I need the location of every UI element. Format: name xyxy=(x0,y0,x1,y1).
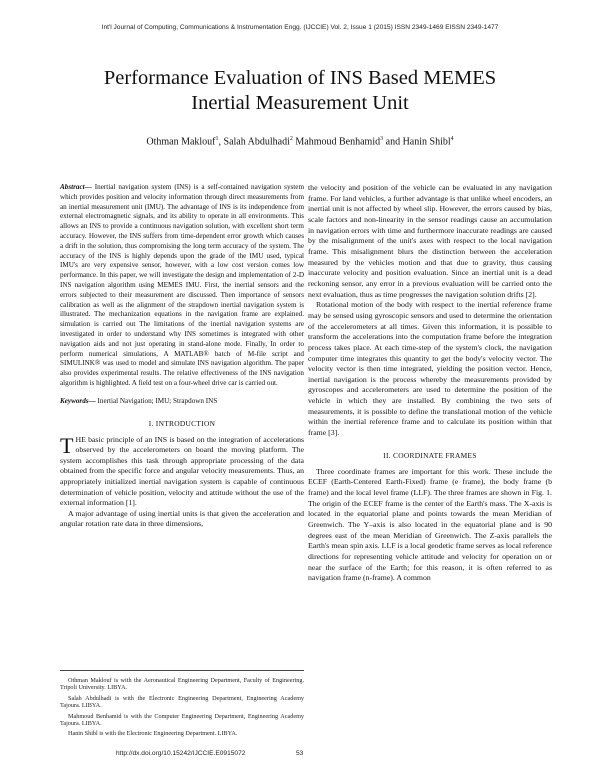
abstract-label: Abstract— xyxy=(60,183,92,191)
body-paragraph: Three coordinate frames are important for this work. These include the ECEF (Earth-Centered Earth-Fixed) frame (e frame), the body frame (b frame) and the local level frame (LLF). The three frames are shown in Fig. 1. The origin of the ECEF frame is the center of the Earth's mass. The X-axis is located in the equatorial plane and points towards the mean Meridian of Greenwich. The Y–axis is also located in the equatorial plane and is 90 degrees east of the mean Meridian of Greenwich. The Z-axis parallels the Earth's mean spin axis. LLF is a local geodetic frame serves as local reference directions for representing vehicle attitude and velocity for operation on or near the surface of the Earth; for this reason, it is often referred to as navigation frame (n-frame). A common xyxy=(308,466,552,583)
section-heading-coordinate-frames: II. COORDINATE FRAMES xyxy=(383,450,477,460)
footnote: Othman Maklouf is with the Aeronautical Engineering Department, Faculty of Engineering. Tripoli University. LIBYA. xyxy=(60,677,304,692)
keywords-text: Inertial Navigation; IMU; Strapdown INS xyxy=(95,396,218,405)
body-paragraph: the velocity and position of the vehicle can be evaluated in any navigation frame. For land vehicles, a further advantage is that unlike wheel encoders, an inertial unit is not affected by wheel slip. However, the errors caused by bias, scale factors and non-linearity in the sensor readings cause an accumulation in navigation errors with time and furthermore inaccurate readings are caused by the misalignment of the unit's axes with respect to the local navigation frame. This misalignment blurs the distinction between the acceleration measured by the vehicles motion and that due to gravity, thus causing inaccurate velocity and position evaluation. Since an inertial unit is a dead reckoning sensor, any error in a previous evaluation will be carried onto the next evaluation, thus as time progresses the navigation solution drifts [2]. xyxy=(308,183,552,299)
journal-header-text: Int'l Journal of Computing, Communications & Instrumentation Engg. (IJCCIE) Vol. 2, Issue 1 (2015) ISSN 2349-1469 EISSN 2349-1477 xyxy=(101,24,499,31)
author-name: Othman Maklouf xyxy=(146,136,216,148)
author-affiliation-mark: 3 xyxy=(380,136,384,142)
paper-title xyxy=(40,66,560,116)
right-column xyxy=(308,183,552,584)
author-affiliation-mark: 2 xyxy=(289,136,293,142)
section-heading-introduction: I. INTRODUCTION xyxy=(148,418,216,428)
author-footnotes xyxy=(60,670,304,741)
footnote: Salah Abdulhadi is with the Electronic Engineering Department, Engineering Academy Tajoura. LIBYA. xyxy=(60,694,304,710)
abstract xyxy=(60,183,304,389)
author-separator: , xyxy=(218,136,224,148)
title-line-2: Inertial Measurement Unit xyxy=(191,92,409,114)
footnote: Mahmoud Benhamid is with the Computer Engineering Department, Engineering Academy Tajoura. LIBYA. xyxy=(60,712,304,728)
author-affiliation-mark: 4 xyxy=(450,136,454,142)
doi-link[interactable]: http://dx.doi.org/10.15242/IJCCIE.E0915072 xyxy=(116,750,246,757)
author-affiliation-mark: 1 xyxy=(215,136,219,142)
intro-paragraph-1 xyxy=(60,432,304,509)
page-number: 53 xyxy=(296,750,304,757)
footnote: Hanin Shibl is with the Electronic Engineering Department. LIBYA. xyxy=(68,730,238,738)
author-name: Mahmoud Benhamid xyxy=(295,136,381,148)
abstract-text: Inertial navigation system (INS) is a self-contained navigation system which provides position and velocity information through direct measurements from an inertial measurement unit (IMU). The advantage of INS is its independence from external electromagnetic signals, and its ability to operate in all environments. This allows an INS to provide a continuous navigation solution, with excellent short term accuracy. However, the INS suffers from time-dependent error growth which causes a drift in the solution, thus compromising the long term accuracy of the system. The accuracy of the INS is highly depends upon the grade of the IMU used, typical IMU's are very expensive sensor, however, with a low cost version comes low performance. In this paper, we will investigate the design and implementation of 2-D INS navigation algorithm using MEMES IMU. First, the inertial sensors and the errors subjected to their measurement are discussed. Then importance of sensors calibration as well as the alignment of the strapdown inertial navigation system is illustrated. The mechanization equations in the navigation frame are explained. simulation is carried out The limitations of the inertial navigation systems are investigated in order to understand why INS sometimes is integrated with other navigation aids and not just operating in stand-alone mode. Finally, In order to perform numerical simulations, A MATLAB® batch of M-file script and SIMULINK® was used to model and simulate INS navigation algorithm. The paper also provides experimental results. The relative effectiveness of the INS navigation algorithm is highlighted. A field test on a four-wheel drive car is carried out. xyxy=(60,183,304,387)
author-name: Salah Abdulhadi xyxy=(223,136,290,148)
drop-cap: T xyxy=(60,432,74,458)
author-list xyxy=(40,136,560,147)
journal-header xyxy=(60,24,540,31)
author-name: Hanin Shibl xyxy=(402,136,451,148)
title-line-1: Performance Evaluation of INS Based MEMES xyxy=(103,67,497,89)
body-paragraph: Rotational motion of the body with respect to the inertial reference frame may be sensed using gyroscopic sensors and used to determine the orientation of the accelerometers at all times. Given this information, it is possible to transform the accelerations into the computation frame before the integration process takes place. At each time-step of the system's clock, the navigation computer time integrates this quantity to get the body's velocity vector. The velocity vector is then time integrated, yielding the position vector. Hence, inertial navigation is the process whereby the measurements provided by gyroscopes and accelerometers are used to determine the position of the vehicle in which they are installed. By combining the two sets of measurements, it is possible to define the translational motion of the vehicle within the inertial reference frame and to calculate its position within that frame [3]. xyxy=(308,300,552,438)
left-column xyxy=(60,183,304,530)
intro-paragraph-2: A major advantage of using inertial units is that given the acceleration and angular rotation rate data in three dimensions, xyxy=(60,508,304,529)
keywords-label: Keywords— xyxy=(60,396,96,405)
intro-paragraph-1-text: HE basic principle of an INS is based on the integration of accelerations observed by the accelerometers on board the moving platform. The system accomplishes this task through appropriate processing of the data obtained from the specific force and angular velocity measurements. Thus, an appropriately initialized inertial navigation system is capable of continuous determination of vehicle position, velocity and attitude without the use of the external information [1]. xyxy=(60,434,304,508)
author-separator: and xyxy=(383,136,403,148)
keywords xyxy=(60,397,304,407)
